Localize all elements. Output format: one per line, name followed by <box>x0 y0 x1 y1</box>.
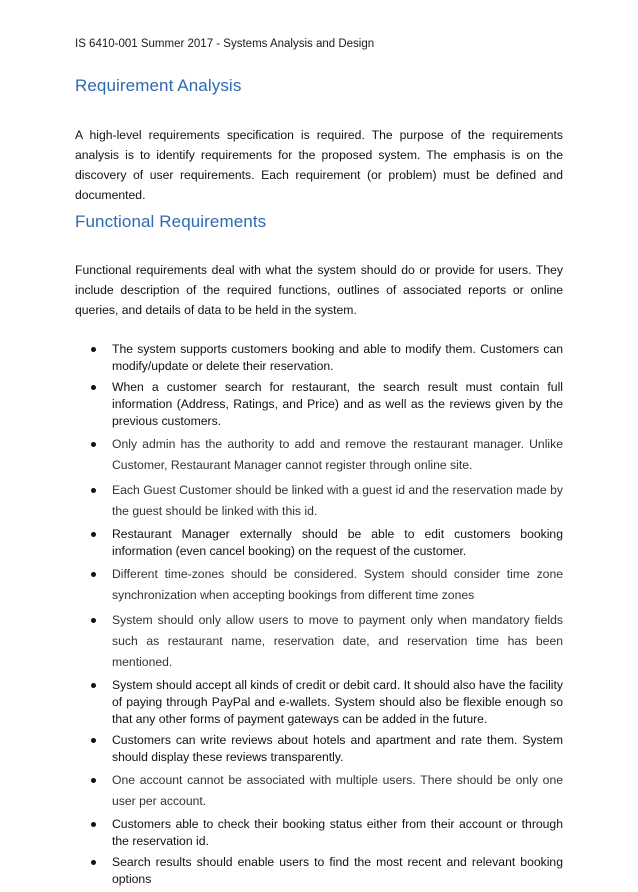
bullet-icon <box>91 442 96 447</box>
list-item <box>75 379 563 430</box>
requirement-analysis-heading: Requirement Analysis <box>75 76 242 95</box>
list-item-text: Customers can write reviews about hotels and apartment and rate them. System should display these reviews transparently. <box>112 733 563 764</box>
list-item <box>75 677 563 728</box>
bullet-icon <box>91 738 96 743</box>
list-item-text: Restaurant Manager externally should be able to edit customers booking information (even cancel booking) on the request of the customer. <box>112 527 563 558</box>
list-item <box>75 341 563 375</box>
bullet-icon <box>91 860 96 865</box>
requirement-analysis-paragraph: A high-level requirements specification is required. The purpose of the requirements analysis is to identify requirements for the proposed system. The emphasis is on the discovery of user requirements. Each requirement (or problem) must be defined and documented. <box>75 128 563 202</box>
bullet-icon <box>91 778 96 783</box>
list-item-text: Each Guest Customer should be linked with a guest id and the reservation made by the guest should be linked with this id. <box>112 483 563 518</box>
list-item <box>75 854 563 888</box>
list-item-text: System should accept all kinds of credit or debit card. It should also have the facility of paying through PayPal and e-wallets. System should also be flexible enough so that any other forms of payment gateways can be added in the future. <box>112 678 563 726</box>
bullet-icon <box>91 385 96 390</box>
bullet-icon <box>91 822 96 827</box>
list-item <box>75 434 563 476</box>
list-item-text: One account cannot be associated with multiple users. There should be only one user per account. <box>112 773 563 808</box>
functional-requirements-heading: Functional Requirements <box>75 212 267 231</box>
bullet-icon <box>91 572 96 577</box>
list-item-text: Only admin has the authority to add and remove the restaurant manager. Unlike Customer, Restaurant Manager cannot register through online site. <box>112 437 563 472</box>
list-item-text: System should only allow users to move to payment only when mandatory fields such as restaurant name, reservation date, and reservation time has been mentioned. <box>112 613 563 669</box>
bullet-icon <box>91 532 96 537</box>
list-item-text: When a customer search for restaurant, the search result must contain full information (Address, Ratings, and Price) and as well as the reviews given by the previous customers. <box>112 380 563 428</box>
list-item-text: The system supports customers booking and able to modify them. Customers can modify/update or delete their reservation. <box>112 342 563 373</box>
list-item-text: Different time-zones should be considered. System should consider time zone synchronization when accepting bookings from different time zones <box>112 567 563 602</box>
bullet-icon <box>91 488 96 493</box>
list-item <box>75 480 563 522</box>
page-header: IS 6410-001 Summer 2017 - Systems Analysis and Design <box>75 38 375 50</box>
list-item <box>75 564 563 606</box>
list-item <box>75 526 563 560</box>
list-item <box>75 610 563 673</box>
list-item <box>75 732 563 766</box>
bullet-icon <box>91 618 96 623</box>
functional-requirements-paragraph: Functional requirements deal with what the system should do or provide for users. They include description of the required functions, outlines of associated reports or online queries, and details of data to be held in the system. <box>75 263 563 317</box>
list-item <box>75 816 563 850</box>
functional-requirements-list <box>75 341 563 892</box>
bullet-icon <box>91 683 96 688</box>
list-item-text: Search results should enable users to find the most recent and relevant booking options <box>112 855 563 886</box>
list-item-text: Customers able to check their booking status either from their account or through the reservation id. <box>112 817 563 848</box>
list-item <box>75 770 563 812</box>
bullet-icon <box>91 347 96 352</box>
